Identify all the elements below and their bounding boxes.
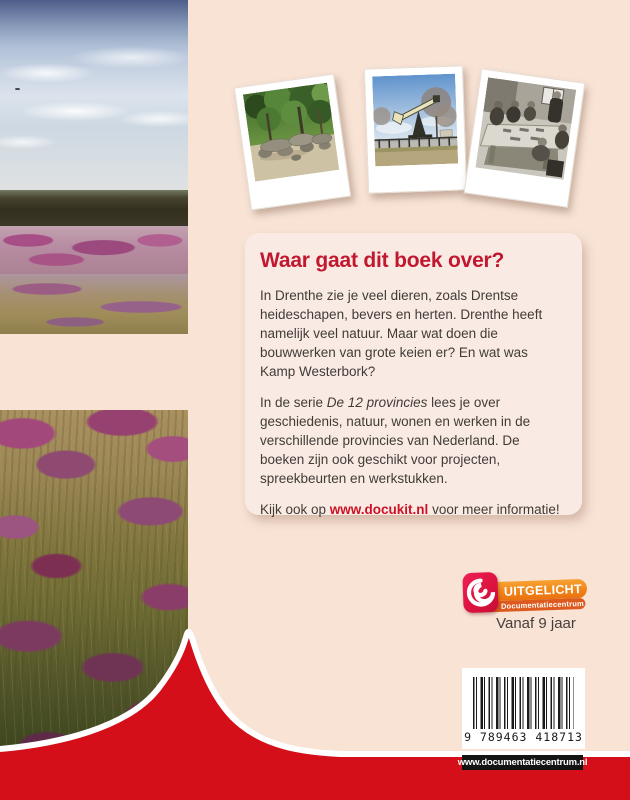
paragraph3-post: voor meer informatie! (428, 502, 560, 517)
blurb-paragraph-3 (260, 500, 566, 519)
paragraph2-pre: In de serie (260, 395, 327, 410)
series-title: De 12 provincies (326, 395, 428, 410)
pumpjack-photo (372, 74, 458, 167)
barcode-bars (473, 677, 574, 729)
barcode (462, 668, 585, 749)
brand-label: UITGELICHT (503, 581, 583, 599)
uitgelicht-logo (462, 569, 587, 615)
sub-brand-banner (491, 598, 585, 612)
sky-region (0, 0, 188, 192)
blurb-title: Waar gaat dit boek over? (260, 249, 505, 272)
polaroid-hunebed (234, 74, 351, 211)
sub-brand-label: Documentatiecentrum (500, 598, 585, 611)
historic-photo (475, 77, 576, 180)
paragraph2-post: lees je over geschiedenis, natuur, wonen en werken in de verschillende provincies van Nederland. De boeken zijn ook geschikt voor projecten, spreekbeurten en werkstukken. (260, 395, 531, 486)
spiral-icon (462, 572, 498, 613)
age-label: Vanaf 9 jaar (496, 615, 576, 632)
blurb-box (245, 233, 582, 515)
blurb-paragraph-2 (260, 393, 566, 488)
polaroid-historic-table (464, 68, 586, 207)
website-label[interactable]: www.documentatiecentrum.nl (457, 757, 588, 768)
bird-speck (15, 88, 20, 90)
paragraph3-pre: Kijk ook op (260, 502, 330, 517)
website-bar (457, 755, 588, 770)
heather-field-region (0, 226, 188, 274)
sheep-flock-region (0, 334, 188, 410)
treeline-region (0, 190, 188, 226)
polaroid-pumpjack (364, 65, 467, 193)
olive-field-region (0, 274, 188, 334)
barcode-number: 9 789463 418713 (464, 730, 583, 744)
docukit-link[interactable]: www.docukit.nl (329, 502, 429, 517)
hunebed-photo (243, 83, 339, 182)
blurb-paragraph-1: In Drenthe zie je veel dieren, zoals Drentse heideschapen, bevers en herten. Drenthe heeft namelijk veel natuur. Maar wat doen die bouwwerken van grote keien er? En wat was Kamp Westerbork? (260, 288, 543, 379)
